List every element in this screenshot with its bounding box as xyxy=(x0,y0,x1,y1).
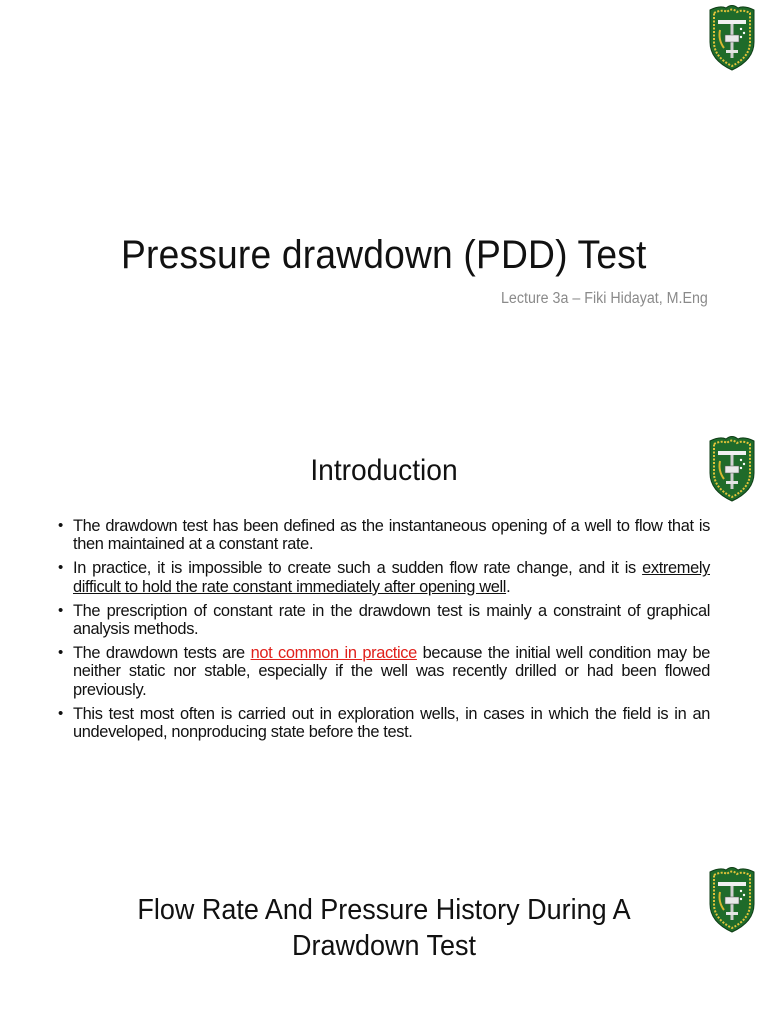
bullet-text: The drawdown tests are xyxy=(73,644,251,663)
slide-title xyxy=(27,892,741,964)
bullet-text: The prescription of constant rate in the drawdown test is mainly a constraint of graphical analysis methods. xyxy=(73,601,710,639)
bullet-item xyxy=(58,559,710,595)
bullet-item xyxy=(58,517,710,553)
bullet-item xyxy=(58,644,710,699)
bullet-text: In practice, it is impossible to create such a sudden flow rate change, and it is xyxy=(73,559,643,578)
university-crest-icon xyxy=(706,2,758,72)
bullet-text: . xyxy=(506,577,511,596)
underlined-emphasis: extremely difficult to hold the rate constant immediately after opening well xyxy=(73,559,710,596)
introduction-slide xyxy=(0,431,768,862)
bullet-item xyxy=(58,705,710,741)
presentation-title: Pressure drawdown (PDD) Test xyxy=(121,233,647,277)
title-slide xyxy=(0,0,768,431)
bullet-list xyxy=(58,517,710,747)
bullet-text: because the initial well condition may be neither static nor stable, especially if the well was recently drilled or had been flowed previously. xyxy=(73,644,710,699)
flow-rate-slide xyxy=(0,862,768,1024)
bullet-item xyxy=(58,602,710,638)
slide-title: Introduction xyxy=(310,454,458,487)
bullet-text: The drawdown test has been defined as the instantaneous opening of a well to flow that is then maintained at a constant rate. xyxy=(73,517,710,554)
lecture-subtitle: Lecture 3a – Fiki Hidayat, M.Eng xyxy=(501,290,708,307)
slide-title-line-2: Drawdown Test xyxy=(292,930,476,962)
bullet-text: This test most often is carried out in exploration wells, in cases in which the field is in an undeveloped, nonproducing state before the test. xyxy=(73,704,710,742)
red-emphasis: not common in practice xyxy=(250,644,417,663)
slide-title-line-1: Flow Rate And Pressure History During A xyxy=(137,894,631,926)
